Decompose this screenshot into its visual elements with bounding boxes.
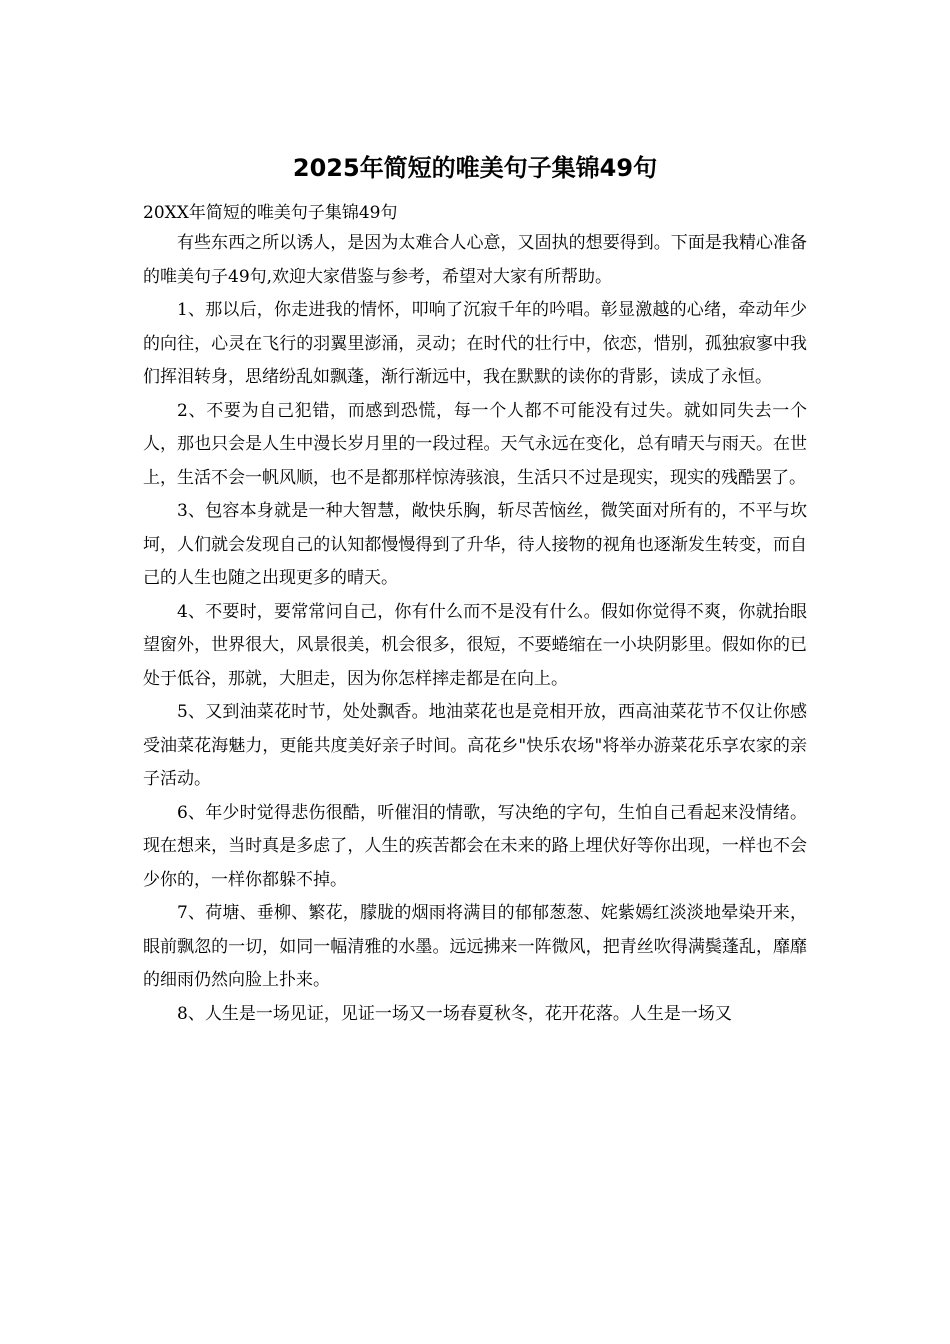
- document-body: [143, 199, 807, 1031]
- sentence-paragraph-6: 6、年少时觉得悲伤很酷，听催泪的情歌，写决绝的字句，生怕自己看起来没情绪。现在想来，当时真是多虑了，人生的疾苦都会在未来的路上埋伏好等你出现，一样也不会少你的，一样你都躲不掉。: [143, 802, 807, 890]
- sentence-paragraph-3: 3、包容本身就是一种大智慧，敞快乐胸，斩尽苦恼丝，微笑面对所有的，不平与坎坷，人们就会发现自己的认知都慢慢得到了升华，待人接物的视角也逐渐发生转变，而自己的人生也随之出现更多的晴天。: [143, 501, 807, 588]
- document-title: 2025年简短的唯美句子集锦49句: [292, 154, 658, 182]
- sentence-paragraph-1: 1、那以后，你走进我的情怀，叩响了沉寂千年的吟唱。彰显激越的心绪，牵动年少的向往，心灵在飞行的羽翼里澎涌，灵动；在时代的壮行中，依恋，惜别，孤独寂寥中我们挥泪转身，思绪纷乱如飘蓬，渐行渐远中，我在默默的读你的背影，读成了永恒。: [143, 300, 807, 387]
- sentence-paragraph-5: 5、又到油菜花时节，处处飘香。地油菜花也是竞相开放，西高油菜花节不仅让你感受油菜花海魅力，更能共度美好亲子时间。高花乡"快乐农场"将举办游菜花乐享农家的亲子活动。: [143, 702, 807, 789]
- sentence-paragraph-8: 8、人生是一场见证，见证一场又一场春夏秋冬，花开花落。人生是一场又: [177, 1003, 732, 1024]
- document-subtitle: 20XX年简短的唯美句子集锦49句: [143, 203, 398, 223]
- sentence-paragraph-4: 4、不要时，要常常问自己，你有什么而不是没有什么。假如你觉得不爽，你就抬眼望窗外，世界很大，风景很美，机会很多，很短，不要蜷缩在一小块阴影里。假如你的已处于低谷，那就，大胆走，因为你怎样摔走都是在向上。: [143, 601, 807, 689]
- intro-paragraph: 有些东西之所以诱人，是因为太难合人心意，又固执的想要得到。下面是我精心准备的唯美句子49句,欢迎大家借鉴与参考，希望对大家有所帮助。: [143, 233, 807, 287]
- sentence-paragraph-7: 7、荷塘、垂柳、繁花，朦胧的烟雨将满目的郁郁葱葱、姹紫嫣红淡淡地晕染开来，眼前飘忽的一切，如同一幅清雅的水墨。远远拂来一阵微风，把青丝吹得满鬓蓬乱，靡靡的细雨仍然向脸上扑来。: [143, 903, 807, 990]
- sentence-paragraph-2: 2、不要为自己犯错，而感到恐慌，每一个人都不可能没有过失。就如同失去一个人，那也只会是人生中漫长岁月里的一段过程。天气永远在变化，总有晴天与雨天。在世上，生活不会一帆风顺，也不是都那样惊涛骇浪，生活只不过是现实，现实的残酷罢了。: [143, 400, 807, 488]
